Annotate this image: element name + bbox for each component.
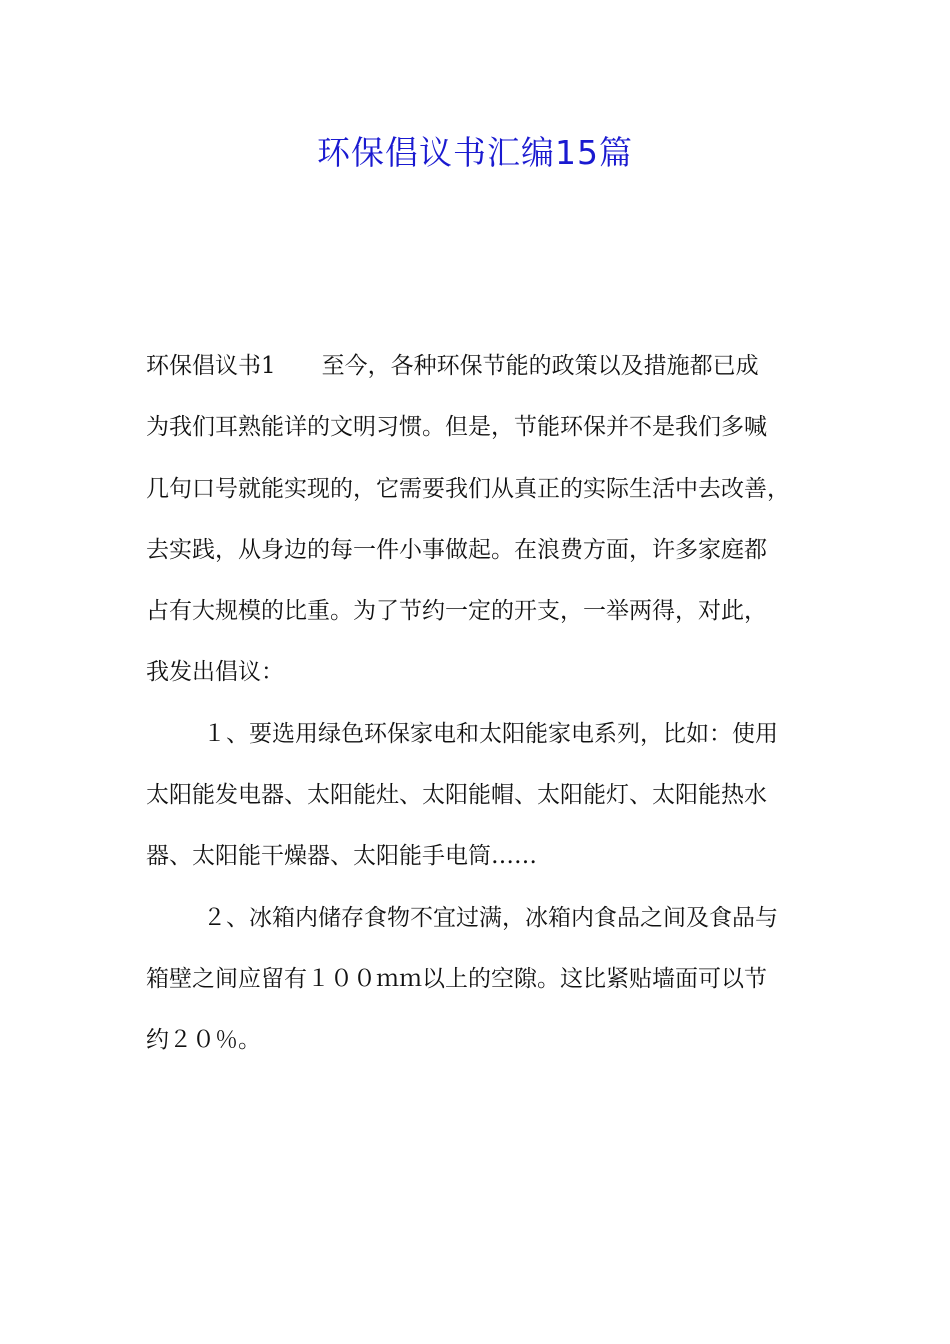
paragraph-line: 我发出倡议：	[146, 659, 284, 686]
paragraph-line: 几句口号就能实现的，它需要我们从真正的实际生活中去改善，	[146, 475, 790, 502]
paragraph-line: １、要选用绿色环保家电和太阳能家电系列，比如：使用	[203, 720, 778, 747]
document-title: 环保倡议书汇编15篇	[317, 133, 633, 172]
paragraph-line: ２、冰箱内储存食物不宜过满，冰箱内食品之间及食品与	[203, 904, 778, 931]
paragraph-line: 去实践，从身边的每一件小事做起。在浪费方面，许多家庭都	[146, 536, 767, 563]
paragraph-line: 箱壁之间应留有１００ｍｍ以上的空隙。这比紧贴墙面可以节	[146, 965, 767, 992]
paragraph-line: 为我们耳熟能详的文明习惯。但是，节能环保并不是我们多喊	[146, 414, 767, 441]
paragraph-line: 太阳能发电器、太阳能灶、太阳能帽、太阳能灯、太阳能热水	[146, 782, 767, 809]
paragraph-line: 约２０％。	[146, 1027, 261, 1054]
paragraph-line: 占有大规模的比重。为了节约一定的开支，一举两得，对此，	[146, 598, 767, 625]
paragraph-line: 环保倡议书1 至今，各种环保节能的政策以及措施都已成	[146, 353, 759, 379]
paragraph-line: 器、太阳能干燥器、太阳能手电筒……	[146, 843, 537, 870]
document-body	[146, 336, 826, 1072]
